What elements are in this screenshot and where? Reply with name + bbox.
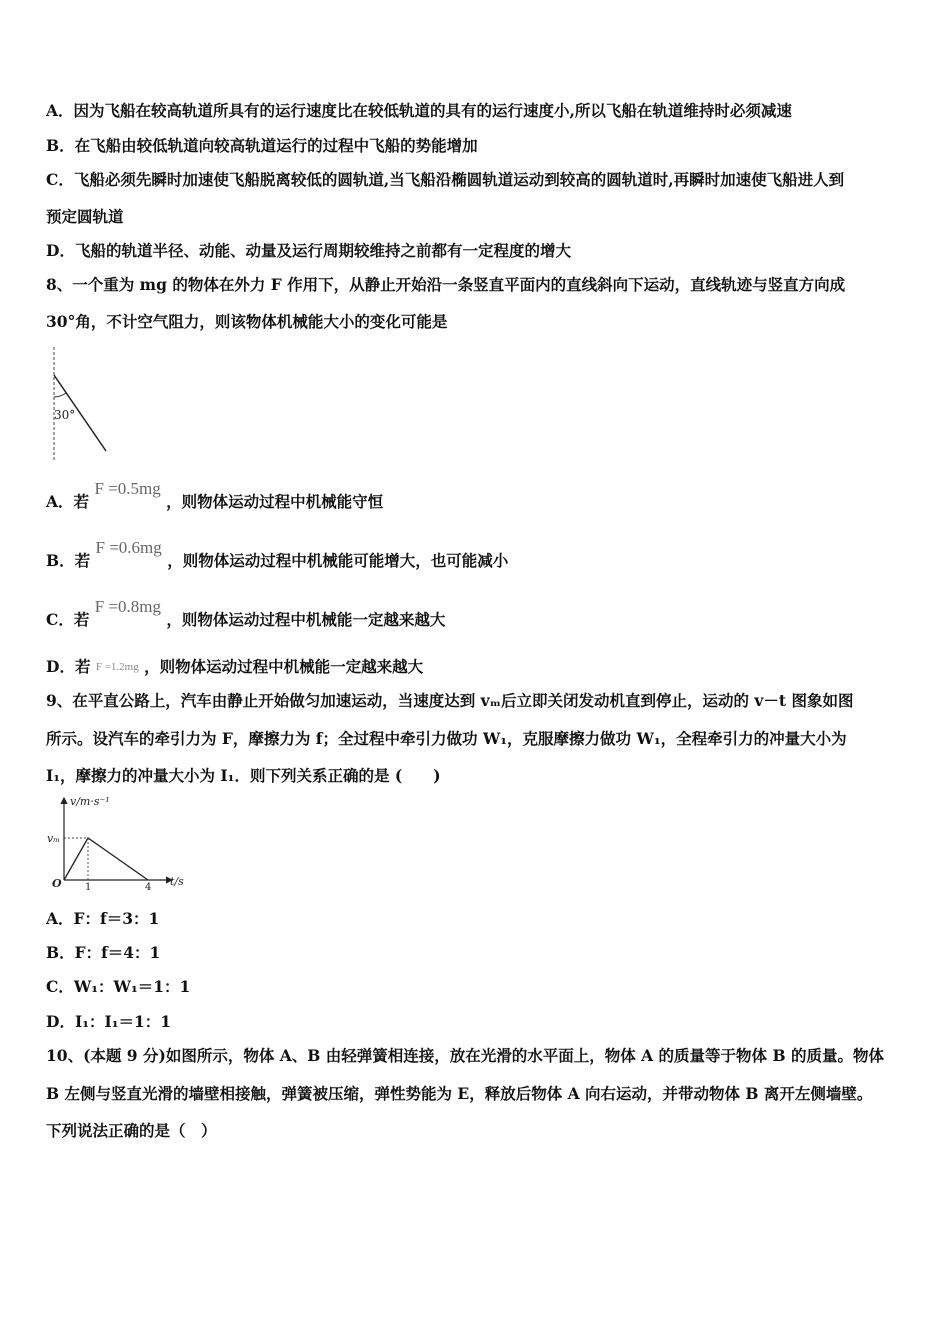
q7-option-c-line2: 预定圆轨道 bbox=[46, 207, 124, 226]
q9-stem-line3: I₁，摩擦力的冲量大小为 I₁．则下列关系正确的是 ( ) bbox=[46, 766, 441, 785]
q7-option-a: A．因为飞船在较高轨道所具有的运行速度比在较低轨道的具有的运行速度小,所以飞船在轨道维持时必须减速 bbox=[46, 101, 792, 120]
q8-option-d bbox=[46, 656, 423, 680]
angle-arc bbox=[54, 393, 66, 397]
q7-option-c-line1: C．飞船必须先瞬时加速使飞船脱离较低的圆轨道,当飞船沿椭圆轨道运动到较高的圆轨道时,再瞬时加速使飞船进人到 bbox=[46, 170, 845, 189]
q10-stem-line3: 下列说法正确的是（ ） bbox=[46, 1121, 217, 1140]
q9-vt-graph bbox=[44, 792, 189, 892]
q10-stem-line1: 10、(本题 9 分)如图所示，物体 A、B 由轻弹簧相连接，放在光滑的水平面上，物体 A 的质量等于物体 B 的质量。物体 bbox=[46, 1046, 884, 1065]
option-prefix: B．若 bbox=[46, 551, 91, 570]
q8-option-b bbox=[46, 538, 509, 572]
t-axis-label: t/s bbox=[170, 875, 184, 888]
q8-stem-line2: 30°角，不计空气阻力，则该物体机械能大小的变化可能是 bbox=[46, 312, 448, 331]
q8-stem-line1: 8、一个重为 mg 的物体在外力 F 作用下，从静止开始沿一条竖直平面内的直线斜向下运动，直线轨迹与竖直方向成 bbox=[46, 275, 846, 294]
tick-label-1: 1 bbox=[85, 882, 92, 892]
option-prefix: C．若 bbox=[46, 610, 90, 629]
option-text: ，则物体运动过程中机械能一定越来越大 bbox=[166, 610, 446, 629]
formula: F =0.8mg bbox=[94, 597, 162, 616]
q7-option-d: D．飞船的轨道半径、动能、动量及运行周期较维持之前都有一定程度的增大 bbox=[46, 241, 571, 260]
vm-label: vₘ bbox=[47, 832, 60, 845]
tick-label-4: 4 bbox=[145, 882, 152, 892]
q9-option-a: A．F：f＝3：1 bbox=[46, 909, 160, 928]
q9-stem-line1: 9、在平直公路上，汽车由静止开始做匀加速运动，当速度达到 vₘ后立即关闭发动机直到停止，运动的 v－t 图象如图 bbox=[46, 691, 854, 710]
v-axis-label: v/m·s⁻¹ bbox=[70, 795, 110, 808]
q8-option-c bbox=[46, 597, 446, 631]
option-text: ，则物体运动过程中机械能守恒 bbox=[166, 492, 384, 511]
option-text: ，则物体运动过程中机械能可能增大，也可能减小 bbox=[167, 551, 509, 570]
q9-option-b: B．F：f＝4：1 bbox=[46, 943, 161, 962]
q9-stem-line2: 所示。设汽车的牵引力为 F，摩擦力为 f；全过程中牵引力做功 W₁，克服摩擦力做功 W₁，全程牵引力的冲量大小为 bbox=[46, 729, 847, 748]
vt-curve bbox=[64, 838, 148, 880]
option-text: ，则物体运动过程中机械能一定越来越大 bbox=[144, 657, 424, 676]
formula: F =0.6mg bbox=[95, 538, 162, 557]
q8-option-a bbox=[46, 479, 384, 513]
q7-option-b: B．在飞船由较低轨道向较高轨道运行的过程中飞船的势能增加 bbox=[46, 136, 478, 155]
q8-incline-figure bbox=[46, 345, 112, 463]
origin-label: O bbox=[52, 877, 62, 890]
angle-label: 30° bbox=[54, 408, 76, 422]
formula: F =0.5mg bbox=[94, 479, 161, 498]
q10-stem-line2: B 左侧与竖直光滑的墙壁相接触，弹簧被压缩，弹性势能为 E，释放后物体 A 向右运动，并带动物体 B 离开左侧墙壁。 bbox=[46, 1084, 873, 1103]
formula: F =1.2mg bbox=[95, 661, 139, 673]
q9-option-d: D．I₁：I₁＝1：1 bbox=[46, 1012, 172, 1031]
q9-option-c: C．W₁：W₁＝1：1 bbox=[46, 977, 191, 996]
option-prefix: A．若 bbox=[46, 492, 90, 511]
option-prefix: D．若 bbox=[46, 657, 91, 676]
